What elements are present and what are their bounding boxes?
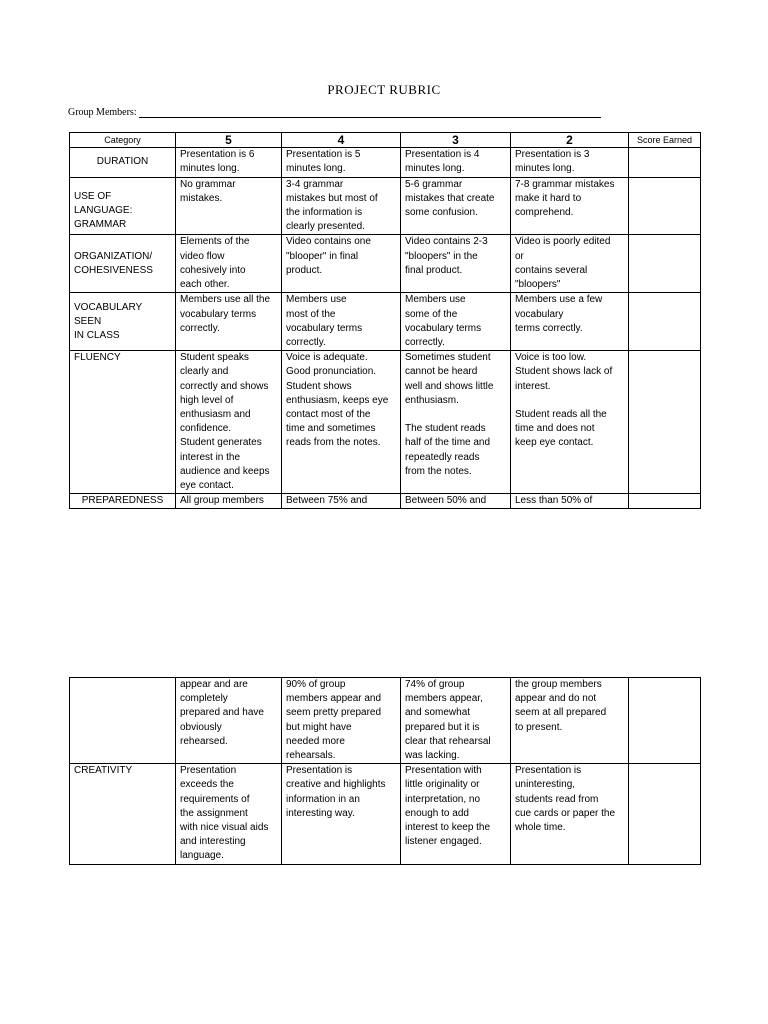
level-2-cell: Members use a few vocabulary terms correctly. — [511, 293, 629, 351]
level-2-cell: Presentation is uninteresting, students read from cue cards or paper the whole time. — [511, 764, 629, 864]
rubric-table-part-2 — [69, 677, 701, 865]
level-5-cell: Members use all the vocabulary terms correctly. — [176, 293, 282, 351]
level-3-cell: 5-6 grammar mistakes that create some confusion. — [401, 177, 511, 235]
level-3-cell: Members use some of the vocabulary terms correctly. — [401, 293, 511, 351]
header-level-5: 5 — [176, 133, 282, 148]
level-4-cell: Members use most of the vocabulary terms correctly. — [282, 293, 401, 351]
level-5-cell: Elements of the video flow cohesively into each other. — [176, 235, 282, 293]
level-5-cell: Presentation is 6 minutes long. — [176, 148, 282, 177]
header-level-2: 2 — [511, 133, 629, 148]
header-score-earned: Score Earned — [629, 133, 701, 148]
level-4-cell: Between 75% and — [282, 494, 401, 509]
header-category: Category — [70, 133, 176, 148]
level-2-cell: Voice is too low. Student shows lack of interest. Student reads all the time and does not keep eye contact. — [511, 351, 629, 494]
category-label — [70, 678, 176, 764]
level-2-cell: Less than 50% of — [511, 494, 629, 509]
group-members-field — [68, 107, 601, 118]
header-level-3: 3 — [401, 133, 511, 148]
level-4-cell: 90% of group members appear and seem pretty prepared but might have needed more rehearsals. — [282, 678, 401, 764]
rubric-row-creativity — [70, 764, 701, 864]
level-2-cell: Presentation is 3 minutes long. — [511, 148, 629, 177]
category-label: VOCABULARY SEEN IN CLASS — [70, 293, 176, 351]
level-5-cell: Student speaks clearly and correctly and shows high level of enthusiasm and confidence. Student generates interest in the audience and keeps eye contact. — [176, 351, 282, 494]
document-title: PROJECT RUBRIC — [327, 82, 441, 97]
level-2-cell: 7-8 grammar mistakes make it hard to comprehend. — [511, 177, 629, 235]
score-earned-cell[interactable] — [629, 148, 701, 177]
score-earned-cell[interactable] — [629, 235, 701, 293]
level-5-cell: Presentation exceeds the requirements of the assignment with nice visual aids and interesting language. — [176, 764, 282, 864]
level-4-cell: Video contains one "blooper" in final product. — [282, 235, 401, 293]
level-3-cell: Presentation with little originality or interpretation, no enough to add interest to keep the listener engaged. — [401, 764, 511, 864]
rubric-row-organization — [70, 235, 701, 293]
level-4-cell: Presentation is 5 minutes long. — [282, 148, 401, 177]
level-3-cell: Between 50% and — [401, 494, 511, 509]
level-4-cell: Voice is adequate. Good pronunciation. Student shows enthusiasm, keeps eye contact most of the time and sometimes reads from the notes. — [282, 351, 401, 494]
rubric-row-duration — [70, 148, 701, 177]
header-row — [70, 133, 701, 148]
rubric-table-part-1 — [69, 132, 701, 509]
rubric-row-fluency — [70, 351, 701, 494]
score-earned-cell[interactable] — [629, 678, 701, 764]
score-earned-cell[interactable] — [629, 177, 701, 235]
category-label: PREPAREDNESS — [70, 494, 176, 509]
level-3-cell: Presentation is 4 minutes long. — [401, 148, 511, 177]
category-label: ORGANIZATION/ COHESIVENESS — [70, 235, 176, 293]
level-2-cell: Video is poorly edited or contains several "bloopers" — [511, 235, 629, 293]
level-4-cell: 3-4 grammar mistakes but most of the information is clearly presented. — [282, 177, 401, 235]
level-5-cell: appear and are completely prepared and have obviously rehearsed. — [176, 678, 282, 764]
level-3-cell: Video contains 2-3 "bloopers" in the final product. — [401, 235, 511, 293]
score-earned-cell[interactable] — [629, 494, 701, 509]
level-5-cell: No grammar mistakes. — [176, 177, 282, 235]
rubric-row-preparedness — [70, 494, 701, 509]
level-3-cell: 74% of group members appear, and somewhat prepared but it is clear that rehearsal was lacking. — [401, 678, 511, 764]
level-2-cell: the group members appear and do not seem at all prepared to present. — [511, 678, 629, 764]
category-label: CREATIVITY — [70, 764, 176, 864]
level-5-cell: All group members — [176, 494, 282, 509]
group-members-label: Group Members: — [68, 107, 137, 118]
category-label: DURATION — [70, 148, 176, 177]
score-earned-cell[interactable] — [629, 293, 701, 351]
rubric-row-vocabulary — [70, 293, 701, 351]
level-4-cell: Presentation is creative and highlights information in an interesting way. — [282, 764, 401, 864]
level-3-cell: Sometimes student cannot be heard well and shows little enthusiasm. The student reads half of the time and repeatedly reads from the notes. — [401, 351, 511, 494]
score-earned-cell[interactable] — [629, 351, 701, 494]
category-label: FLUENCY — [70, 351, 176, 494]
score-earned-cell[interactable] — [629, 764, 701, 864]
header-level-4: 4 — [282, 133, 401, 148]
rubric-row-grammar — [70, 177, 701, 235]
category-label: USE OF LANGUAGE: GRAMMAR — [70, 177, 176, 235]
group-members-blank-line — [139, 108, 601, 118]
rubric-row-preparedness-continued — [70, 678, 701, 764]
